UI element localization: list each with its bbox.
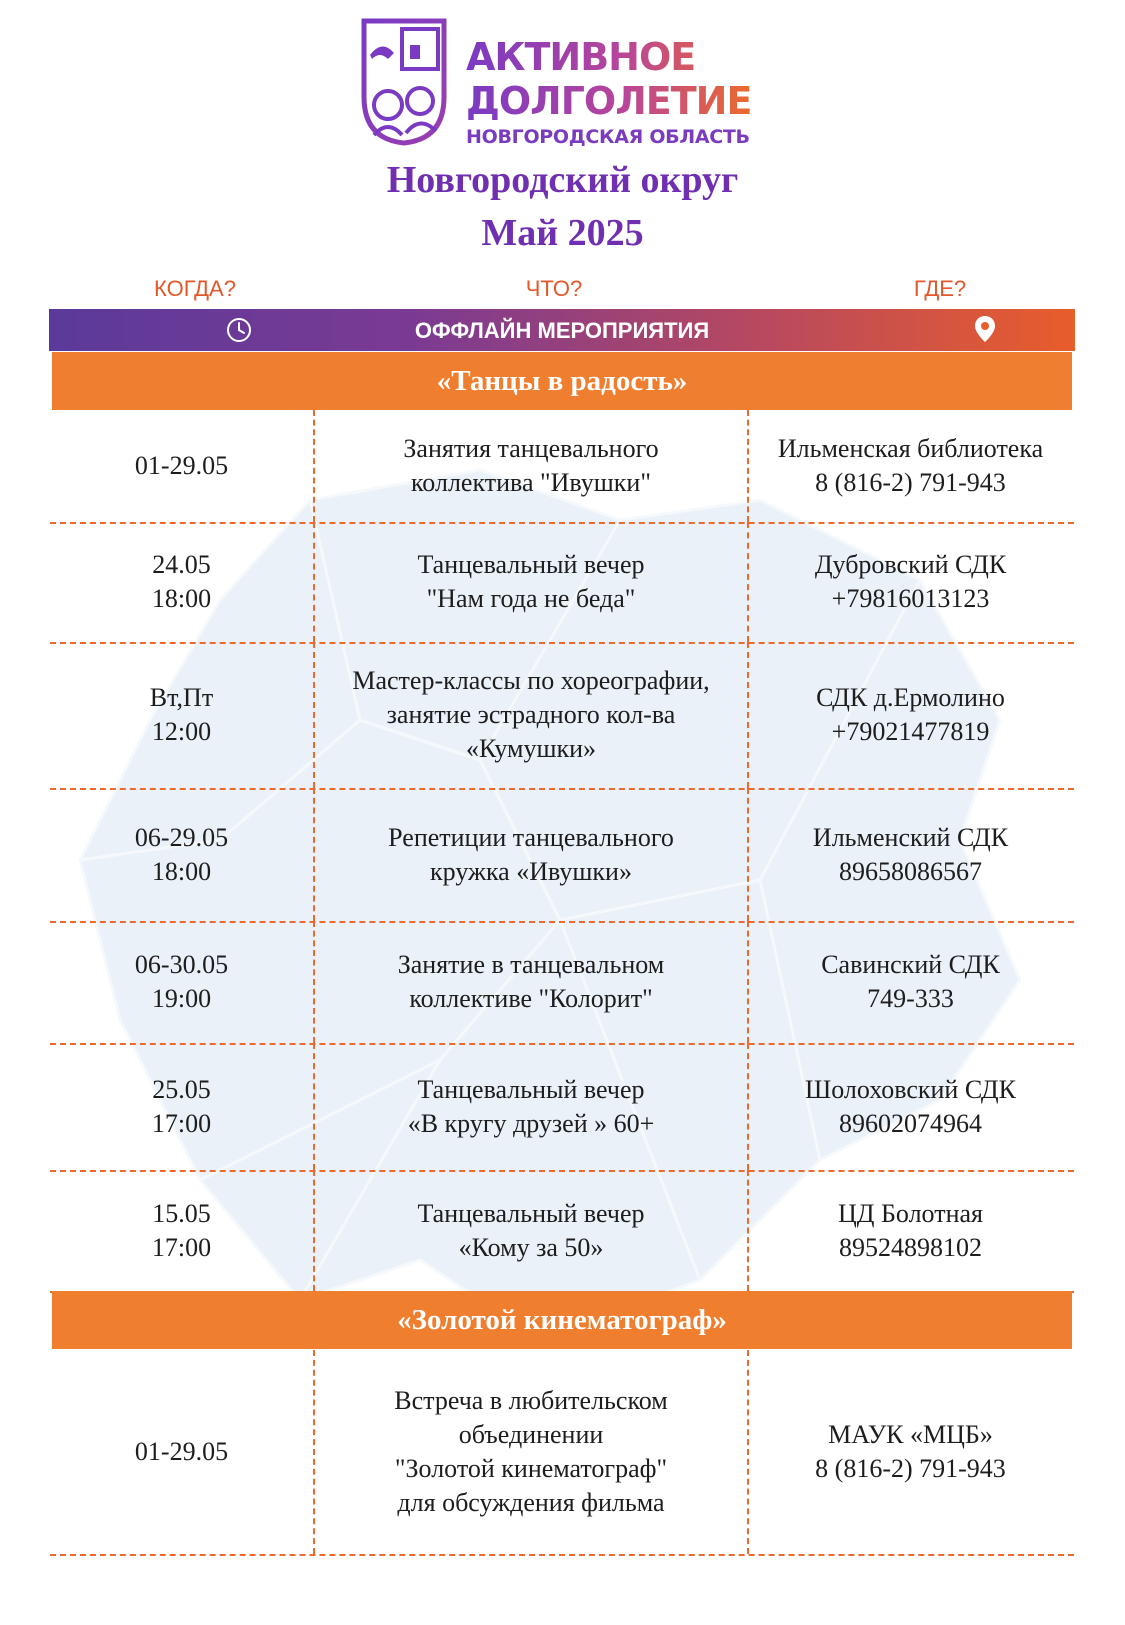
cell-where	[747, 921, 1074, 1043]
when-text-line: 17:00	[151, 1232, 212, 1262]
cell-where	[747, 1043, 1074, 1170]
cell-where	[747, 788, 1074, 921]
when-text-line: 25.05	[152, 1074, 211, 1104]
what-text-line: Мастер-классы по хореографии,	[352, 666, 710, 695]
page-subtitle: Май 2025	[481, 212, 644, 254]
when-text-line: 12:00	[151, 717, 212, 746]
what-text-line: Занятия танцевального	[403, 434, 659, 463]
where-text-line: Савинский СДК	[821, 950, 1000, 979]
when-text-line: 01-29.05	[134, 1437, 229, 1466]
table-row	[50, 788, 1074, 923]
cell-when	[50, 788, 313, 921]
column-label-where: ГДЕ?	[913, 276, 967, 301]
what-text-line: Занятие в танцевальном	[397, 950, 665, 979]
when-text-line: 06-30.05	[134, 950, 229, 979]
column-label-when: КОГДА?	[154, 276, 236, 301]
what-text-line: "Золотой кинематограф"	[394, 1454, 668, 1483]
when-text-line: 24.05	[152, 550, 211, 579]
cell-when	[50, 921, 313, 1043]
where-text-line: +79816013123	[831, 584, 990, 613]
when-text-line: 06-29.05	[134, 822, 229, 852]
cell-when	[50, 1170, 313, 1291]
what-text-line: Танцевальный вечер	[417, 550, 645, 579]
where-text-line: ЦД Болотная	[837, 1198, 983, 1228]
where-text-line: +79021477819	[831, 717, 990, 746]
cell-what	[313, 1043, 749, 1170]
cell-when	[50, 1350, 313, 1554]
where-text-line: 749-333	[867, 984, 954, 1013]
logo-emblem-icon	[358, 15, 450, 147]
when-text-line: 17:00	[151, 1108, 212, 1138]
when-text-line: 15.05	[152, 1198, 211, 1228]
what-text-line: Репетиции танцевального	[388, 822, 674, 852]
offline-events-band	[49, 309, 1075, 351]
where-text-line: СДК д.Ермолино	[816, 683, 1005, 712]
table-row	[50, 1350, 1074, 1556]
section-title: «Золотой кинематограф»	[52, 1291, 1072, 1349]
what-text-line: "Нам года не беда"	[426, 584, 636, 613]
cell-what	[313, 642, 749, 788]
band-label: ОФФЛАЙН МЕРОПРИЯТИЯ	[414, 318, 710, 343]
what-text-line: кружка «Ивушки»	[430, 856, 632, 886]
table-row	[50, 1170, 1074, 1293]
logo-title-line1: АКТИВНОЕ	[466, 35, 751, 79]
when-text-line: 01-29.05	[134, 451, 229, 480]
what-text-line: «Кумушки»	[465, 734, 597, 763]
where-text-line: Ильменский СДК	[812, 822, 1009, 852]
cell-when	[50, 1043, 313, 1170]
where-text-line: 89524898102	[838, 1232, 982, 1262]
table-row	[50, 1043, 1074, 1172]
page-title: Новгородский округ	[386, 159, 739, 201]
what-text-line: объединении	[458, 1420, 604, 1449]
where-text-line: 89602074964	[838, 1108, 982, 1138]
cell-what	[313, 410, 749, 522]
cell-what	[313, 921, 749, 1043]
what-text-line: «Кому за 50»	[458, 1232, 604, 1262]
cell-when	[50, 522, 313, 642]
logo-region: НОВГОРОДСКАЯ ОБЛАСТЬ	[466, 126, 750, 148]
when-text-line: 18:00	[151, 856, 212, 886]
what-text-line: коллектива "Ивушки"	[411, 468, 651, 497]
when-text-line: 19:00	[151, 984, 212, 1013]
table-row	[50, 522, 1074, 644]
what-text-line: «В кругу друзей » 60+	[407, 1108, 655, 1138]
cell-where	[747, 642, 1074, 788]
cell-where	[747, 522, 1074, 642]
what-text-line: Встреча в любительском	[394, 1386, 668, 1415]
where-text-line: Дубровский СДК	[814, 550, 1007, 579]
what-text-line: для обсуждения фильма	[397, 1488, 665, 1517]
where-text-line: Ильменская библиотека	[777, 434, 1044, 463]
where-text-line: Шолоховский СДК	[805, 1074, 1016, 1104]
cell-what	[313, 788, 749, 921]
cell-what	[313, 522, 749, 642]
cell-where	[747, 410, 1074, 522]
where-text-line: МАУК «МЦБ»	[828, 1420, 993, 1449]
where-text-line: 89658086567	[838, 856, 982, 886]
cell-what	[313, 1170, 749, 1291]
what-text-line: Танцевальный вечер	[417, 1198, 645, 1228]
cell-what	[313, 1350, 749, 1554]
cell-when	[50, 410, 313, 522]
table-row	[50, 410, 1074, 524]
section-title: «Танцы в радость»	[52, 352, 1072, 410]
cell-when	[50, 642, 313, 788]
cell-where	[747, 1170, 1074, 1291]
logo	[358, 15, 778, 150]
table-row	[50, 642, 1074, 790]
when-text-line: 18:00	[151, 584, 212, 613]
what-text-line: коллективе "Колорит"	[409, 984, 653, 1013]
what-text-line: Танцевальный вечер	[417, 1074, 645, 1104]
location-pin-icon	[974, 315, 996, 343]
where-text-line: 8 (816-2) 791-943	[815, 468, 1006, 497]
column-label-what: ЧТО?	[525, 276, 583, 301]
what-text-line: занятие эстрадного кол-ва	[386, 700, 676, 729]
where-text-line: 8 (816-2) 791-943	[815, 1454, 1006, 1483]
cell-where	[747, 1350, 1074, 1554]
logo-title-line2: ДОЛГОЛЕТИЕ	[466, 79, 752, 123]
when-text-line: Вт,Пт	[149, 683, 214, 712]
table-row	[50, 921, 1074, 1045]
